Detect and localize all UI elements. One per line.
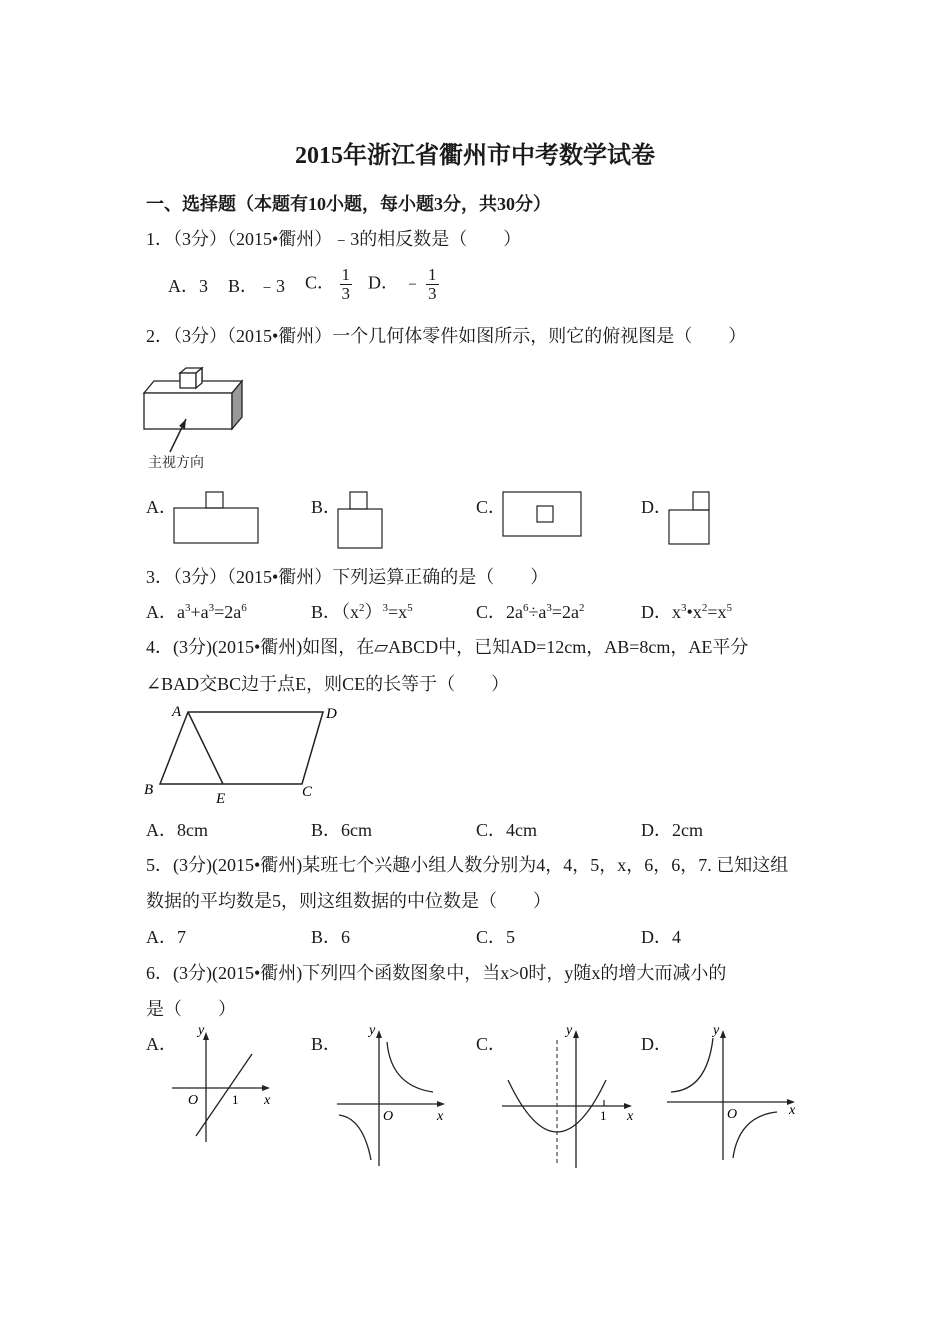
q1-option-c-label: C． — [305, 272, 336, 293]
q3-b-label: B． — [311, 602, 342, 622]
q5-option-b: B．6 — [311, 927, 351, 947]
hyperbola-branch-q1 — [387, 1042, 433, 1092]
increasing-line — [196, 1054, 252, 1136]
q5-stem-line1: 5．(3分)(2015•衢州)某班七个兴趣小组人数分别为4，4，5，x，6，6，7. 已知这组 — [146, 855, 789, 875]
axis-x-label: x — [437, 1109, 444, 1124]
axis-x-label: x — [264, 1093, 271, 1108]
q3-option-a — [146, 598, 247, 624]
q3-d-label: D． — [641, 602, 672, 622]
q6-option-d-graph — [665, 1020, 805, 1162]
axis-x-label: x — [627, 1109, 634, 1124]
hyperbola-branch-q3 — [339, 1115, 371, 1160]
label-c: C — [302, 784, 313, 800]
parallelogram-abcd — [160, 712, 323, 784]
q1-option-b: B．﹣3 — [228, 276, 286, 296]
q2-figure-caption: 主视方向 — [148, 455, 204, 471]
q2-option-d-figure — [665, 490, 715, 548]
q3-option-b — [311, 598, 413, 624]
q4-option-c: C．4cm — [476, 820, 537, 840]
origin-label: O — [188, 1093, 199, 1108]
tick-one-label: 1 — [232, 1092, 239, 1107]
q1-option-d — [368, 266, 439, 303]
q4-stem-line1: 4．(3分)(2015•衢州)如图，在▱ABCD中，已知AD=12cm，AB=8cm，AE平分 — [146, 637, 749, 657]
q5-option-a: A．7 — [146, 927, 186, 947]
expr-exponent: 2 — [701, 602, 708, 614]
q2-option-a-figure — [170, 490, 262, 546]
axis-y-label: y — [713, 1023, 720, 1038]
q2-option-c-figure — [500, 490, 585, 540]
q4-option-a: A．8cm — [146, 820, 208, 840]
q2-stem: 2．（3分）（2015•衢州）一个几何体零件如图所示，则它的俯视图是（ ） — [146, 326, 747, 346]
q6-option-b: B． — [311, 1034, 342, 1054]
label-e: E — [216, 791, 226, 807]
hyperbola-branch-q2 — [671, 1038, 713, 1092]
expr-exponent: 2 — [359, 602, 365, 614]
expr-part: a — [177, 602, 185, 622]
expr-part: •x — [686, 602, 702, 622]
q2-option-a: A． — [146, 497, 177, 517]
q2-option-b: B． — [311, 497, 342, 517]
axis-y-label: y — [198, 1023, 205, 1038]
q1-option-d-sign: ﹣ — [403, 272, 422, 293]
q3-option-d — [641, 598, 732, 624]
q6-option-b-graph — [335, 1020, 455, 1168]
q2-option-b-figure — [335, 490, 385, 552]
q5-option-c: C．5 — [476, 927, 516, 947]
q3-c-label: C． — [476, 602, 507, 622]
origin-label: O — [383, 1109, 394, 1124]
expr-part: x — [672, 602, 681, 622]
expr-exponent: 2 — [579, 602, 585, 614]
axis-x-label: x — [789, 1103, 796, 1118]
expr-exponent: 3 — [681, 602, 687, 614]
q1-d-numerator: 1 — [428, 265, 437, 284]
q4-option-b: B．6cm — [311, 820, 372, 840]
q1-option-d-fraction — [426, 266, 439, 303]
q6-stem-line2: 是（ ） — [146, 999, 236, 1019]
q4-stem-line2: ∠BAD交BC边于点E，则CE的长等于（ ） — [146, 674, 510, 694]
q1-stem: 1．（3分）（2015•衢州）﹣3的相反数是（ ） — [146, 229, 522, 249]
q1-d-denominator: 3 — [428, 284, 437, 303]
q6-option-a-graph — [170, 1020, 280, 1145]
q6-option-c-graph — [500, 1020, 640, 1170]
expr-part: ） — [364, 602, 383, 622]
q1-c-denominator: 3 — [341, 284, 351, 303]
page-title: 2015年浙江省衢州市中考数学试卷 — [295, 143, 655, 169]
q1-option-c-fraction — [340, 266, 353, 303]
expr-part: +a — [190, 602, 209, 622]
expr-part: =2a — [214, 602, 242, 622]
origin-label: O — [727, 1107, 738, 1122]
label-a: A — [172, 704, 182, 720]
q6-option-c: C． — [476, 1034, 507, 1054]
expr-exponent: 5 — [726, 602, 732, 614]
q3-stem: 3．（3分）（2015•衢州）下列运算正确的是（ ） — [146, 567, 549, 587]
expr-part: =2a — [551, 602, 580, 622]
expr-exponent: 3 — [185, 602, 191, 614]
label-d: D — [326, 706, 337, 722]
expr-part: =x — [707, 602, 727, 622]
q3-option-c — [476, 598, 585, 624]
tick-one-label: 1 — [600, 1108, 607, 1123]
q2-option-d: D． — [641, 497, 672, 517]
hyperbola-branch-q4 — [733, 1112, 777, 1158]
expr-exponent: 5 — [407, 602, 413, 614]
q1-option-d-label: D． — [368, 272, 399, 293]
q5-option-d: D．4 — [641, 927, 681, 947]
expr-exponent: 3 — [382, 602, 389, 614]
expr-part: 2a — [506, 602, 524, 622]
q6-stem-line1: 6．(3分)(2015•衢州)下列四个函数图象中，当x>0时，y随x的增大而减小的 — [146, 963, 727, 983]
q4-option-d: D．2cm — [641, 820, 703, 840]
expr-exponent: 6 — [241, 602, 247, 614]
axis-y-label: y — [369, 1023, 376, 1038]
q1-option-c — [305, 266, 352, 303]
expr-exponent: 3 — [208, 602, 215, 614]
q2-option-c: C． — [476, 497, 507, 517]
q5-stem-line2: 数据的平均数是5，则这组数据的中位数是（ ） — [146, 891, 551, 911]
q6-option-a: A． — [146, 1034, 177, 1054]
q1-option-a: A．3 — [168, 276, 208, 296]
q3-a-label: A． — [146, 602, 177, 622]
segment-ae — [188, 712, 223, 784]
expr-exponent: 3 — [546, 602, 552, 614]
expr-part: （x — [341, 602, 360, 622]
axis-y-label: y — [566, 1023, 573, 1038]
section-heading: 一、选择题（本题有10小题，每小题3分，共30分） — [146, 194, 551, 214]
expr-part: ÷a — [528, 602, 547, 622]
expr-part: =x — [388, 602, 408, 622]
q6-option-d: D． — [641, 1034, 672, 1054]
q4-parallelogram-figure — [140, 700, 350, 810]
label-b: B — [144, 782, 154, 798]
expr-exponent: 6 — [523, 602, 529, 614]
q1-c-numerator: 1 — [341, 265, 351, 284]
